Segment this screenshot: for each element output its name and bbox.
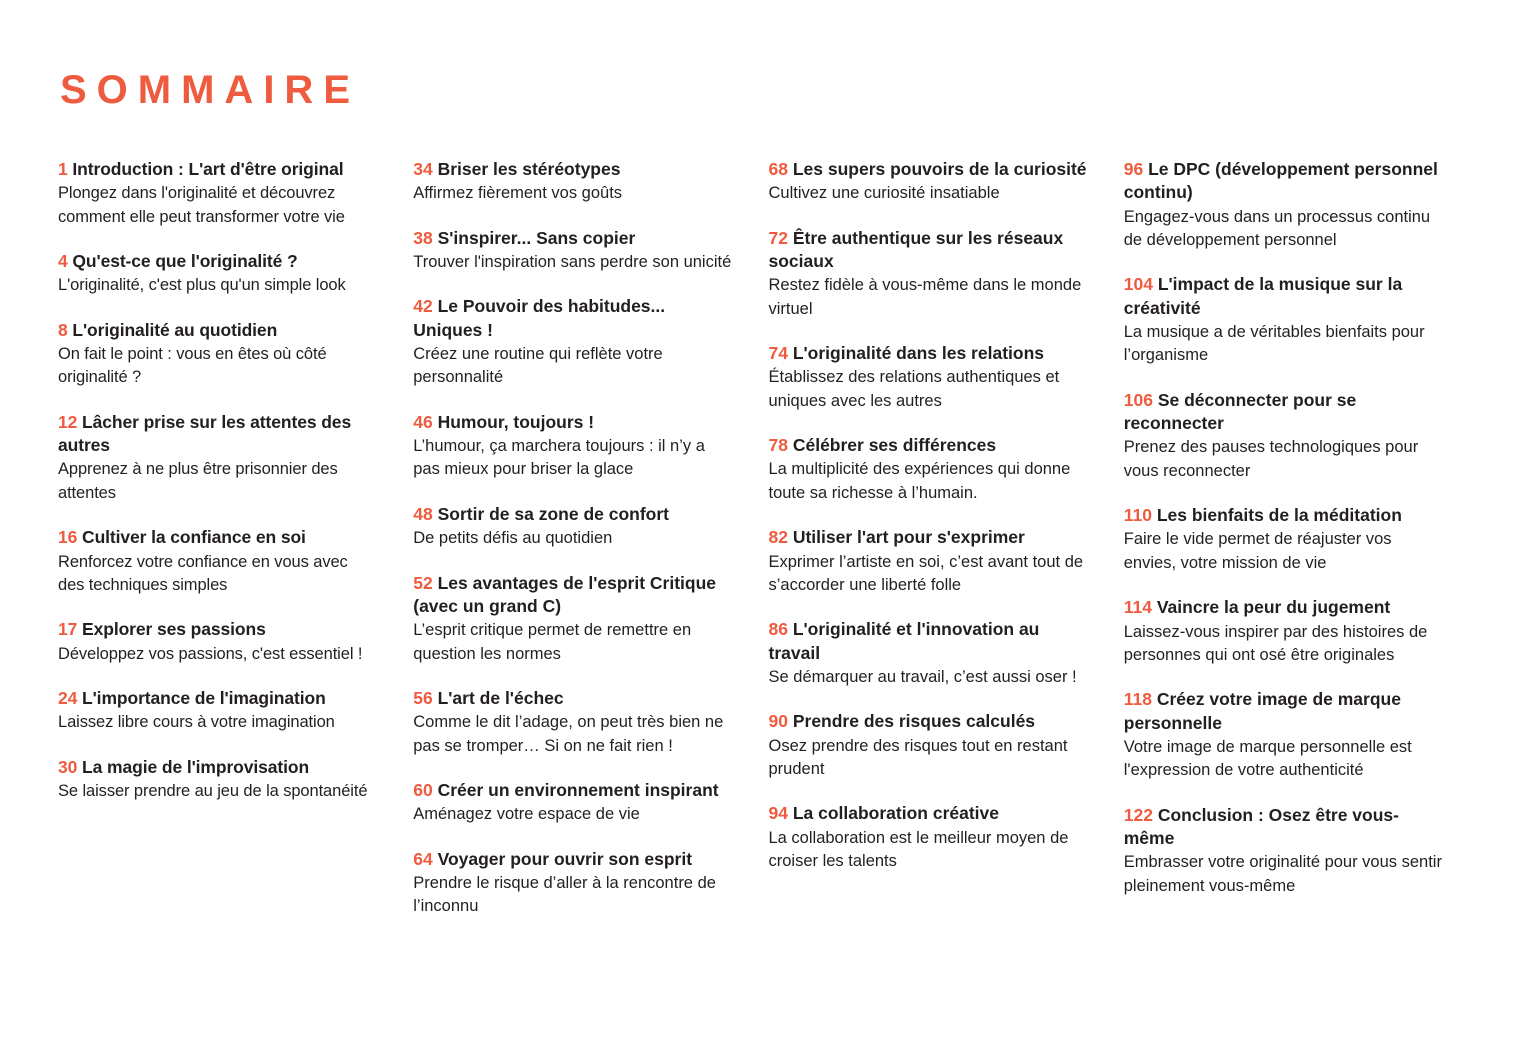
- toc-entry-page-number: 42: [413, 296, 433, 317]
- toc-entry-page-number: 82: [768, 527, 788, 548]
- toc-entry[interactable]: [769, 526, 1088, 597]
- toc-entry-description: Apprenez à ne plus être prisonnier des attentes: [58, 460, 338, 502]
- toc-entry-title: L'impact de la musique sur la créativité: [1123, 274, 1403, 318]
- toc-entry-title: L'originalité dans les relations: [787, 343, 1045, 364]
- toc-columns: [58, 158, 1479, 940]
- toc-entry-heading: [1124, 504, 1443, 527]
- toc-entry-title: L'originalité et l'innovation au travail: [768, 619, 1040, 663]
- toc-entry[interactable]: [413, 295, 732, 389]
- toc-entry-page-number: 17: [58, 619, 78, 640]
- toc-entry[interactable]: [413, 572, 732, 666]
- page-title: SOMMAIRE: [60, 68, 360, 112]
- toc-entry-page-number: 38: [413, 227, 433, 248]
- toc-entry-description: Trouver l'inspiration sans perdre son unicité: [413, 252, 732, 271]
- toc-entry-description: La multiplicité des expériences qui donne toute sa richesse à l’humain.: [768, 460, 1071, 502]
- toc-entry[interactable]: [769, 802, 1088, 873]
- toc-entry-page-number: 94: [768, 803, 788, 824]
- toc-entry-description: Se laisser prendre au jeu de la spontanéité: [58, 782, 368, 801]
- toc-entry-page-number: 106: [1123, 389, 1153, 410]
- toc-entry[interactable]: [413, 503, 732, 551]
- toc-entry-description: Laissez libre cours à votre imagination: [58, 713, 335, 732]
- toc-entry-title: Briser les stéréotypes: [432, 159, 621, 179]
- toc-entry-page-number: 110: [1123, 505, 1152, 526]
- toc-entry-description: La musique a de véritables bienfaits pour l’organisme: [1123, 322, 1425, 365]
- toc-entry-description: Laissez-vous inspirer par des histoires de personnes qui ont osé être originales: [1123, 622, 1428, 664]
- toc-entry[interactable]: [1124, 596, 1443, 667]
- toc-entry-title: Les supers pouvoirs de la curiosité: [787, 159, 1087, 179]
- toc-entry[interactable]: [413, 158, 732, 206]
- toc-entry-description: Votre image de marque personnelle est l'expression de votre authenticité: [1123, 737, 1412, 780]
- toc-entry[interactable]: [58, 618, 377, 666]
- toc-entry-description: Engagez-vous dans un processus continu de développement personnel: [1123, 207, 1431, 249]
- toc-entry-heading: [1124, 158, 1443, 205]
- toc-entry-page-number: 4: [58, 251, 68, 272]
- toc-entry-heading: [58, 319, 377, 342]
- toc-entry-page-number: 52: [413, 572, 433, 593]
- toc-entry-heading: [413, 503, 732, 526]
- toc-entry[interactable]: [58, 526, 377, 597]
- toc-entry[interactable]: [1124, 389, 1443, 483]
- toc-entry-page-number: 8: [58, 319, 68, 340]
- toc-entry-heading: [769, 342, 1088, 365]
- toc-entry-page-number: 74: [768, 343, 788, 364]
- toc-entry-description: Développez vos passions, c'est essentiel !: [58, 644, 363, 663]
- toc-entry[interactable]: [769, 158, 1088, 206]
- toc-entry-heading: [413, 848, 732, 871]
- toc-entry-title: Créez votre image de marque personnelle: [1123, 689, 1401, 733]
- toc-entry-heading: [769, 802, 1088, 825]
- toc-entry[interactable]: [769, 227, 1088, 321]
- toc-entry-title: Voyager pour ouvrir son esprit: [432, 848, 693, 869]
- toc-entry[interactable]: [413, 687, 732, 758]
- toc-entry-title: Lâcher prise sur les attentes des autres: [58, 411, 352, 456]
- toc-entry[interactable]: [1124, 504, 1443, 575]
- toc-entry[interactable]: [1124, 804, 1443, 898]
- toc-entry-description: L’esprit critique permet de remettre en question les normes: [413, 621, 692, 663]
- toc-entry-title: Être authentique sur les réseaux sociaux: [768, 227, 1064, 271]
- toc-entry-title: Sortir de sa zone de confort: [432, 503, 670, 524]
- toc-entry-heading: [1124, 804, 1443, 851]
- toc-entry[interactable]: [769, 342, 1088, 413]
- toc-entry[interactable]: [413, 848, 732, 919]
- toc-entry-page-number: 72: [768, 227, 788, 248]
- toc-entry-heading: [1124, 389, 1443, 436]
- toc-entry[interactable]: [58, 319, 377, 390]
- toc-entry[interactable]: [58, 756, 377, 804]
- toc-entry-description: De petits défis au quotidien: [413, 529, 613, 548]
- toc-entry-description: Créez une routine qui reflète votre personnalité: [413, 344, 663, 387]
- toc-entry[interactable]: [58, 411, 377, 505]
- toc-entry-description: Embrasser votre originalité pour vous sentir pleinement vous-même: [1123, 853, 1442, 895]
- toc-entry-page-number: 30: [58, 756, 78, 777]
- toc-entry-page-number: 12: [58, 411, 78, 432]
- toc-entry-page-number: 118: [1123, 689, 1152, 710]
- toc-entry-heading: [1124, 596, 1443, 619]
- toc-entry-page-number: 104: [1123, 274, 1153, 295]
- toc-entry-description: Comme le dit l’adage, on peut très bien ne pas se tromper… Si on ne fait rien !: [413, 713, 724, 755]
- toc-entry-description: Affirmez fièrement vos goûts: [413, 184, 623, 203]
- toc-entry-description: La collaboration est le meilleur moyen de croiser les talents: [768, 828, 1069, 871]
- toc-entry-title: L'art de l'échec: [432, 687, 564, 708]
- toc-entry-heading: [413, 572, 732, 619]
- toc-entry-page-number: 86: [768, 619, 788, 640]
- toc-entry-heading: [413, 227, 732, 250]
- toc-entry-heading: [58, 250, 377, 273]
- toc-entry-title: S'inspirer... Sans copier: [432, 227, 636, 248]
- toc-entry[interactable]: [413, 227, 732, 275]
- toc-entry-heading: [58, 158, 377, 181]
- toc-entry-page-number: 48: [413, 503, 433, 524]
- toc-entry-heading: [413, 295, 732, 342]
- toc-entry-description: Prendre le risque d’aller à la rencontre de l’inconnu: [413, 873, 716, 916]
- toc-entry-description: L'originalité, c'est plus qu'un simple look: [58, 276, 346, 295]
- toc-entry-description: Cultivez une curiosité insatiable: [768, 184, 1000, 203]
- toc-entry-title: Explorer ses passions: [77, 619, 266, 640]
- toc-entry-page-number: 114: [1123, 597, 1152, 618]
- toc-entry-title: La collaboration créative: [787, 803, 1000, 824]
- toc-entry-description: L’humour, ça marchera toujours : il n’y a pas mieux pour briser la glace: [413, 437, 705, 479]
- toc-entry[interactable]: [1124, 158, 1443, 252]
- toc-entry-page-number: 56: [413, 687, 433, 708]
- toc-entry-description: Renforcez votre confiance en vous avec des techniques simples: [58, 552, 348, 594]
- toc-column-4: [1124, 158, 1479, 919]
- toc-entry-description: Exprimer l’artiste en soi, c’est avant tout de s’accorder une liberté folle: [768, 552, 1084, 594]
- toc-entry-title: L'originalité au quotidien: [67, 319, 278, 340]
- toc-entry[interactable]: [1124, 273, 1443, 367]
- toc-entry-description: Aménagez votre espace de vie: [413, 805, 640, 824]
- toc-entry-page-number: 78: [768, 435, 788, 456]
- toc-entry[interactable]: [769, 710, 1088, 781]
- toc-column-1: [58, 158, 413, 824]
- toc-entry-page-number: 64: [413, 848, 433, 869]
- toc-entry-heading: [769, 526, 1088, 549]
- toc-entry-description: Restez fidèle à vous-même dans le monde virtuel: [768, 276, 1082, 318]
- toc-entry-heading: [769, 434, 1088, 457]
- toc-entry-heading: [58, 756, 377, 779]
- toc-entry-title: Vaincre la peur du jugement: [1151, 597, 1391, 618]
- toc-entry-heading: [769, 227, 1088, 274]
- toc-entry-description: Faire le vide permet de réajuster vos envies, votre mission de vie: [1123, 530, 1392, 572]
- toc-column-3: [769, 158, 1124, 895]
- toc-entry-heading: [1124, 688, 1443, 735]
- toc-entry-heading: [413, 158, 732, 181]
- toc-entry-title: Célébrer ses différences: [787, 435, 997, 456]
- toc-entry-page-number: 122: [1123, 804, 1153, 825]
- toc-entry-title: Conclusion : Osez être vous-même: [1123, 804, 1399, 848]
- toc-entry-title: L'importance de l'imagination: [77, 688, 326, 709]
- toc-entry[interactable]: [413, 411, 732, 482]
- toc-entry-title: Qu'est-ce que l'originalité ?: [67, 251, 298, 272]
- toc-entry[interactable]: [769, 618, 1088, 689]
- toc-entry-title: Prendre des risques calculés: [787, 711, 1036, 732]
- toc-entry-heading: [58, 687, 377, 710]
- toc-entry-title: Se déconnecter pour se reconnecter: [1123, 389, 1357, 434]
- toc-entry-description: Plongez dans l'originalité et découvrez comment elle peut transformer votre vie: [58, 184, 345, 226]
- toc-entry-title: Le DPC (développement personnel continu): [1123, 159, 1438, 203]
- toc-entry-title: Les avantages de l'esprit Critique (avec un grand C): [413, 572, 716, 616]
- toc-entry-heading: [58, 618, 377, 641]
- toc-entry-title: La magie de l'improvisation: [77, 756, 310, 777]
- toc-entry-title: Cultiver la confiance en soi: [77, 527, 306, 548]
- toc-entry-heading: [1124, 273, 1443, 320]
- toc-entry-page-number: 16: [58, 527, 78, 548]
- toc-entry-page-number: 68: [768, 159, 788, 179]
- toc-entry-heading: [413, 779, 732, 802]
- toc-entry[interactable]: [58, 250, 377, 298]
- toc-column-2: [413, 158, 768, 940]
- toc-entry-title: Le Pouvoir des habitudes... Uniques !: [413, 296, 666, 340]
- toc-entry[interactable]: [769, 434, 1088, 505]
- toc-entry-heading: [769, 158, 1088, 181]
- toc-entry-page-number: 1: [58, 159, 68, 179]
- toc-entry[interactable]: [58, 158, 377, 229]
- toc-entry-description: Établissez des relations authentiques et uniques avec les autres: [768, 368, 1060, 410]
- toc-entry-title: Utiliser l'art pour s'exprimer: [787, 527, 1025, 548]
- toc-entry-page-number: 60: [413, 780, 433, 801]
- toc-entry-heading: [413, 411, 732, 434]
- toc-entry-description: Se démarquer au travail, c’est aussi oser !: [768, 667, 1077, 686]
- toc-entry[interactable]: [1124, 688, 1443, 782]
- toc-entry-page-number: 24: [58, 688, 78, 709]
- toc-entry-heading: [769, 710, 1088, 733]
- toc-entry-title: Les bienfaits de la méditation: [1151, 505, 1402, 526]
- toc-entry-title: Humour, toujours !: [432, 411, 595, 432]
- toc-entry-page-number: 46: [413, 411, 433, 432]
- toc-entry-page-number: 90: [768, 711, 788, 732]
- toc-entry-page-number: 34: [413, 159, 433, 179]
- toc-entry-title: Introduction : L'art d'être original: [67, 159, 344, 179]
- toc-entry-description: Osez prendre des risques tout en restant prudent: [768, 736, 1068, 779]
- toc-entry-title: Créer un environnement inspirant: [432, 780, 719, 801]
- toc-entry-heading: [769, 618, 1088, 665]
- toc-entry-heading: [58, 526, 377, 549]
- toc-entry-description: Prenez des pauses technologiques pour vous reconnecter: [1123, 438, 1419, 480]
- toc-entry-description: On fait le point : vous en êtes où côté originalité ?: [58, 345, 327, 387]
- toc-entry[interactable]: [58, 687, 377, 735]
- toc-entry-page-number: 96: [1123, 159, 1144, 179]
- toc-entry-heading: [58, 411, 377, 458]
- toc-entry[interactable]: [413, 779, 732, 827]
- toc-entry-heading: [413, 687, 732, 710]
